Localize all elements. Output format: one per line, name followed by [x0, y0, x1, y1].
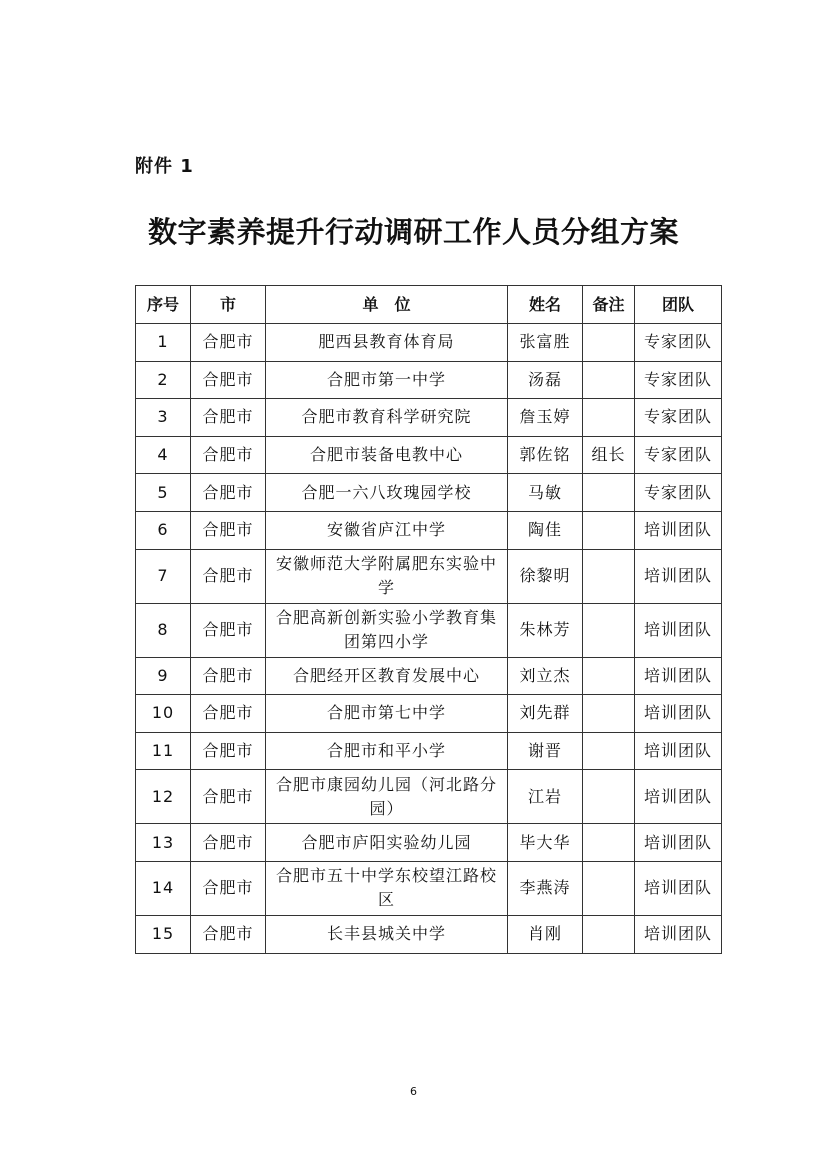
table-row — [136, 695, 722, 733]
cell-team: 培训团队 — [635, 770, 722, 824]
table-row — [136, 511, 722, 549]
cell-note — [583, 603, 635, 657]
cell-unit: 长丰县城关中学 — [266, 915, 508, 953]
cell-team: 培训团队 — [635, 861, 722, 915]
cell-seq: 9 — [136, 657, 191, 695]
cell-name: 马敏 — [508, 474, 583, 512]
table-row — [136, 657, 722, 695]
cell-seq: 3 — [136, 399, 191, 437]
cell-name: 谢晋 — [508, 732, 583, 770]
cell-name: 郭佐铭 — [508, 436, 583, 474]
cell-city: 合肥市 — [191, 770, 266, 824]
cell-unit: 合肥经开区教育发展中心 — [266, 657, 508, 695]
cell-unit: 安徽师范大学附属肥东实验中学 — [266, 549, 508, 603]
cell-team: 培训团队 — [635, 732, 722, 770]
cell-unit: 肥西县教育体育局 — [266, 324, 508, 362]
cell-city: 合肥市 — [191, 549, 266, 603]
cell-city: 合肥市 — [191, 695, 266, 733]
table-row — [136, 399, 722, 437]
cell-city: 合肥市 — [191, 824, 266, 862]
cell-unit: 合肥市五十中学东校望江路校区 — [266, 861, 508, 915]
header-name: 姓名 — [508, 286, 583, 324]
cell-name: 徐黎明 — [508, 549, 583, 603]
header-note: 备注 — [583, 286, 635, 324]
cell-note — [583, 861, 635, 915]
page-title: 数字素养提升行动调研工作人员分组方案 — [147, 215, 679, 249]
cell-city: 合肥市 — [191, 861, 266, 915]
cell-note — [583, 549, 635, 603]
cell-city: 合肥市 — [191, 511, 266, 549]
table-header-row — [136, 286, 722, 324]
cell-team: 培训团队 — [635, 824, 722, 862]
table-row — [136, 549, 722, 603]
cell-team: 专家团队 — [635, 399, 722, 437]
cell-unit: 安徽省庐江中学 — [266, 511, 508, 549]
cell-unit: 合肥一六八玫瑰园学校 — [266, 474, 508, 512]
header-team: 团队 — [635, 286, 722, 324]
header-unit: 单 位 — [266, 286, 508, 324]
cell-unit: 合肥市康园幼儿园（河北路分园） — [266, 770, 508, 824]
cell-seq: 15 — [136, 915, 191, 953]
table-row — [136, 770, 722, 824]
cell-unit: 合肥高新创新实验小学教育集团第四小学 — [266, 603, 508, 657]
cell-unit: 合肥市教育科学研究院 — [266, 399, 508, 437]
cell-seq: 4 — [136, 436, 191, 474]
cell-seq: 11 — [136, 732, 191, 770]
header-city: 市 — [191, 286, 266, 324]
cell-name: 刘先群 — [508, 695, 583, 733]
cell-unit: 合肥市和平小学 — [266, 732, 508, 770]
cell-seq: 7 — [136, 549, 191, 603]
cell-city: 合肥市 — [191, 732, 266, 770]
cell-name: 肖刚 — [508, 915, 583, 953]
cell-seq: 6 — [136, 511, 191, 549]
table-row — [136, 603, 722, 657]
cell-team: 培训团队 — [635, 511, 722, 549]
cell-note — [583, 511, 635, 549]
cell-seq: 12 — [136, 770, 191, 824]
cell-team: 培训团队 — [635, 915, 722, 953]
cell-city: 合肥市 — [191, 436, 266, 474]
cell-unit: 合肥市第七中学 — [266, 695, 508, 733]
cell-note — [583, 695, 635, 733]
table-row — [136, 824, 722, 862]
cell-note — [583, 824, 635, 862]
table-row — [136, 861, 722, 915]
table-row — [136, 474, 722, 512]
cell-team: 专家团队 — [635, 474, 722, 512]
table-row — [136, 915, 722, 953]
cell-note — [583, 770, 635, 824]
cell-name: 李燕涛 — [508, 861, 583, 915]
cell-city: 合肥市 — [191, 399, 266, 437]
table-row — [136, 732, 722, 770]
table-row — [136, 361, 722, 399]
cell-note — [583, 657, 635, 695]
cell-team: 培训团队 — [635, 657, 722, 695]
cell-note: 组长 — [583, 436, 635, 474]
cell-name: 张富胜 — [508, 324, 583, 362]
cell-note — [583, 915, 635, 953]
cell-name: 江岩 — [508, 770, 583, 824]
cell-city: 合肥市 — [191, 603, 266, 657]
cell-unit: 合肥市庐阳实验幼儿园 — [266, 824, 508, 862]
cell-note — [583, 399, 635, 437]
cell-note — [583, 474, 635, 512]
cell-team: 培训团队 — [635, 695, 722, 733]
cell-city: 合肥市 — [191, 474, 266, 512]
cell-team: 培训团队 — [635, 603, 722, 657]
page-number: 6 — [410, 1085, 417, 1098]
cell-team: 培训团队 — [635, 549, 722, 603]
cell-name: 詹玉婷 — [508, 399, 583, 437]
cell-name: 朱林芳 — [508, 603, 583, 657]
header-seq: 序号 — [136, 286, 191, 324]
cell-seq: 1 — [136, 324, 191, 362]
cell-seq: 8 — [136, 603, 191, 657]
cell-seq: 13 — [136, 824, 191, 862]
cell-team: 专家团队 — [635, 436, 722, 474]
cell-name: 毕大华 — [508, 824, 583, 862]
cell-city: 合肥市 — [191, 361, 266, 399]
attachment-label: 附件 1 — [135, 156, 194, 177]
cell-seq: 5 — [136, 474, 191, 512]
cell-name: 汤磊 — [508, 361, 583, 399]
cell-unit: 合肥市第一中学 — [266, 361, 508, 399]
cell-city: 合肥市 — [191, 657, 266, 695]
staff-grouping-table — [135, 285, 722, 954]
table-row — [136, 324, 722, 362]
cell-team: 专家团队 — [635, 361, 722, 399]
cell-note — [583, 324, 635, 362]
cell-unit: 合肥市装备电教中心 — [266, 436, 508, 474]
cell-seq: 2 — [136, 361, 191, 399]
cell-note — [583, 732, 635, 770]
table-row — [136, 436, 722, 474]
cell-name: 陶佳 — [508, 511, 583, 549]
cell-team: 专家团队 — [635, 324, 722, 362]
cell-seq: 10 — [136, 695, 191, 733]
cell-city: 合肥市 — [191, 324, 266, 362]
cell-note — [583, 361, 635, 399]
cell-seq: 14 — [136, 861, 191, 915]
cell-name: 刘立杰 — [508, 657, 583, 695]
cell-city: 合肥市 — [191, 915, 266, 953]
